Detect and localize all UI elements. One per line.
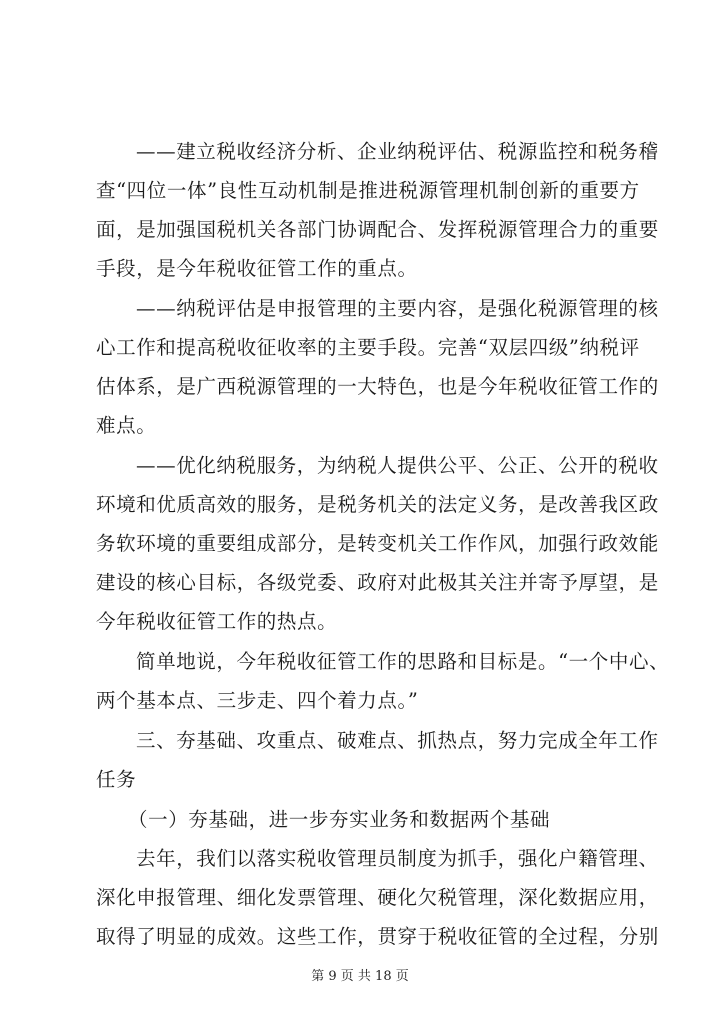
text-line: ——优化纳税服务，为纳税人提供公平、公正、公开的税收 — [136, 454, 659, 477]
text-line: 深化申报管理、细化发票管理、硬化欠税管理，深化数据应用， — [96, 886, 659, 909]
text-line: 环境和优质高效的服务，是税务机关的法定义务，是改善我区政 — [96, 493, 659, 516]
text-line: 心工作和提高税收征收率的主要手段。完善“双层四级”纳税评 — [96, 336, 640, 359]
section-heading: 三、夯基础、攻重点、破难点、抓热点，努力完成全年工作 — [136, 729, 659, 752]
text-line: 简单地说，今年税收征管工作的思路和目标是。“一个中心、 — [136, 650, 670, 673]
text-line: ——纳税评估是申报管理的主要内容，是强化税源管理的核 — [136, 297, 659, 320]
subsection-heading: （一）夯基础，进一步夯实业务和数据两个基础 — [128, 808, 551, 831]
text-line: 查“四位一体”良性互动机制是推进税源管理机制创新的重要方 — [96, 179, 640, 202]
text-line: 取得了明显的成效。这些工作，贯穿于税收征管的全过程，分别 — [96, 925, 659, 948]
section-heading: 任务 — [96, 768, 137, 791]
text-line: 建设的核心目标，各级党委、政府对此极其关注并寄予厚望，是 — [96, 571, 659, 594]
text-line: 务软环境的重要组成部分，是转变机关工作作风，加强行政效能 — [96, 532, 659, 555]
text-line: 两个基本点、三步走、四个着力点。” — [96, 689, 419, 712]
text-line: 估体系，是广西税源管理的一大特色，也是今年税收征管工作的 — [96, 375, 659, 398]
text-line: 去年，我们以落实税收管理员制度为抓手，强化户籍管理、 — [136, 847, 659, 870]
text-line: 手段，是今年税收征管工作的重点。 — [96, 257, 418, 280]
text-line: 今年税收征管工作的热点。 — [96, 610, 338, 633]
text-line: 难点。 — [96, 414, 157, 437]
text-line: ——建立税收经济分析、企业纳税评估、税源监控和税务稽 — [136, 140, 659, 163]
page-footer: 第 9 页 共 18 页 — [311, 969, 409, 984]
text-line: 面，是加强国税机关各部门协调配合、发挥税源管理合力的重要 — [96, 218, 659, 241]
